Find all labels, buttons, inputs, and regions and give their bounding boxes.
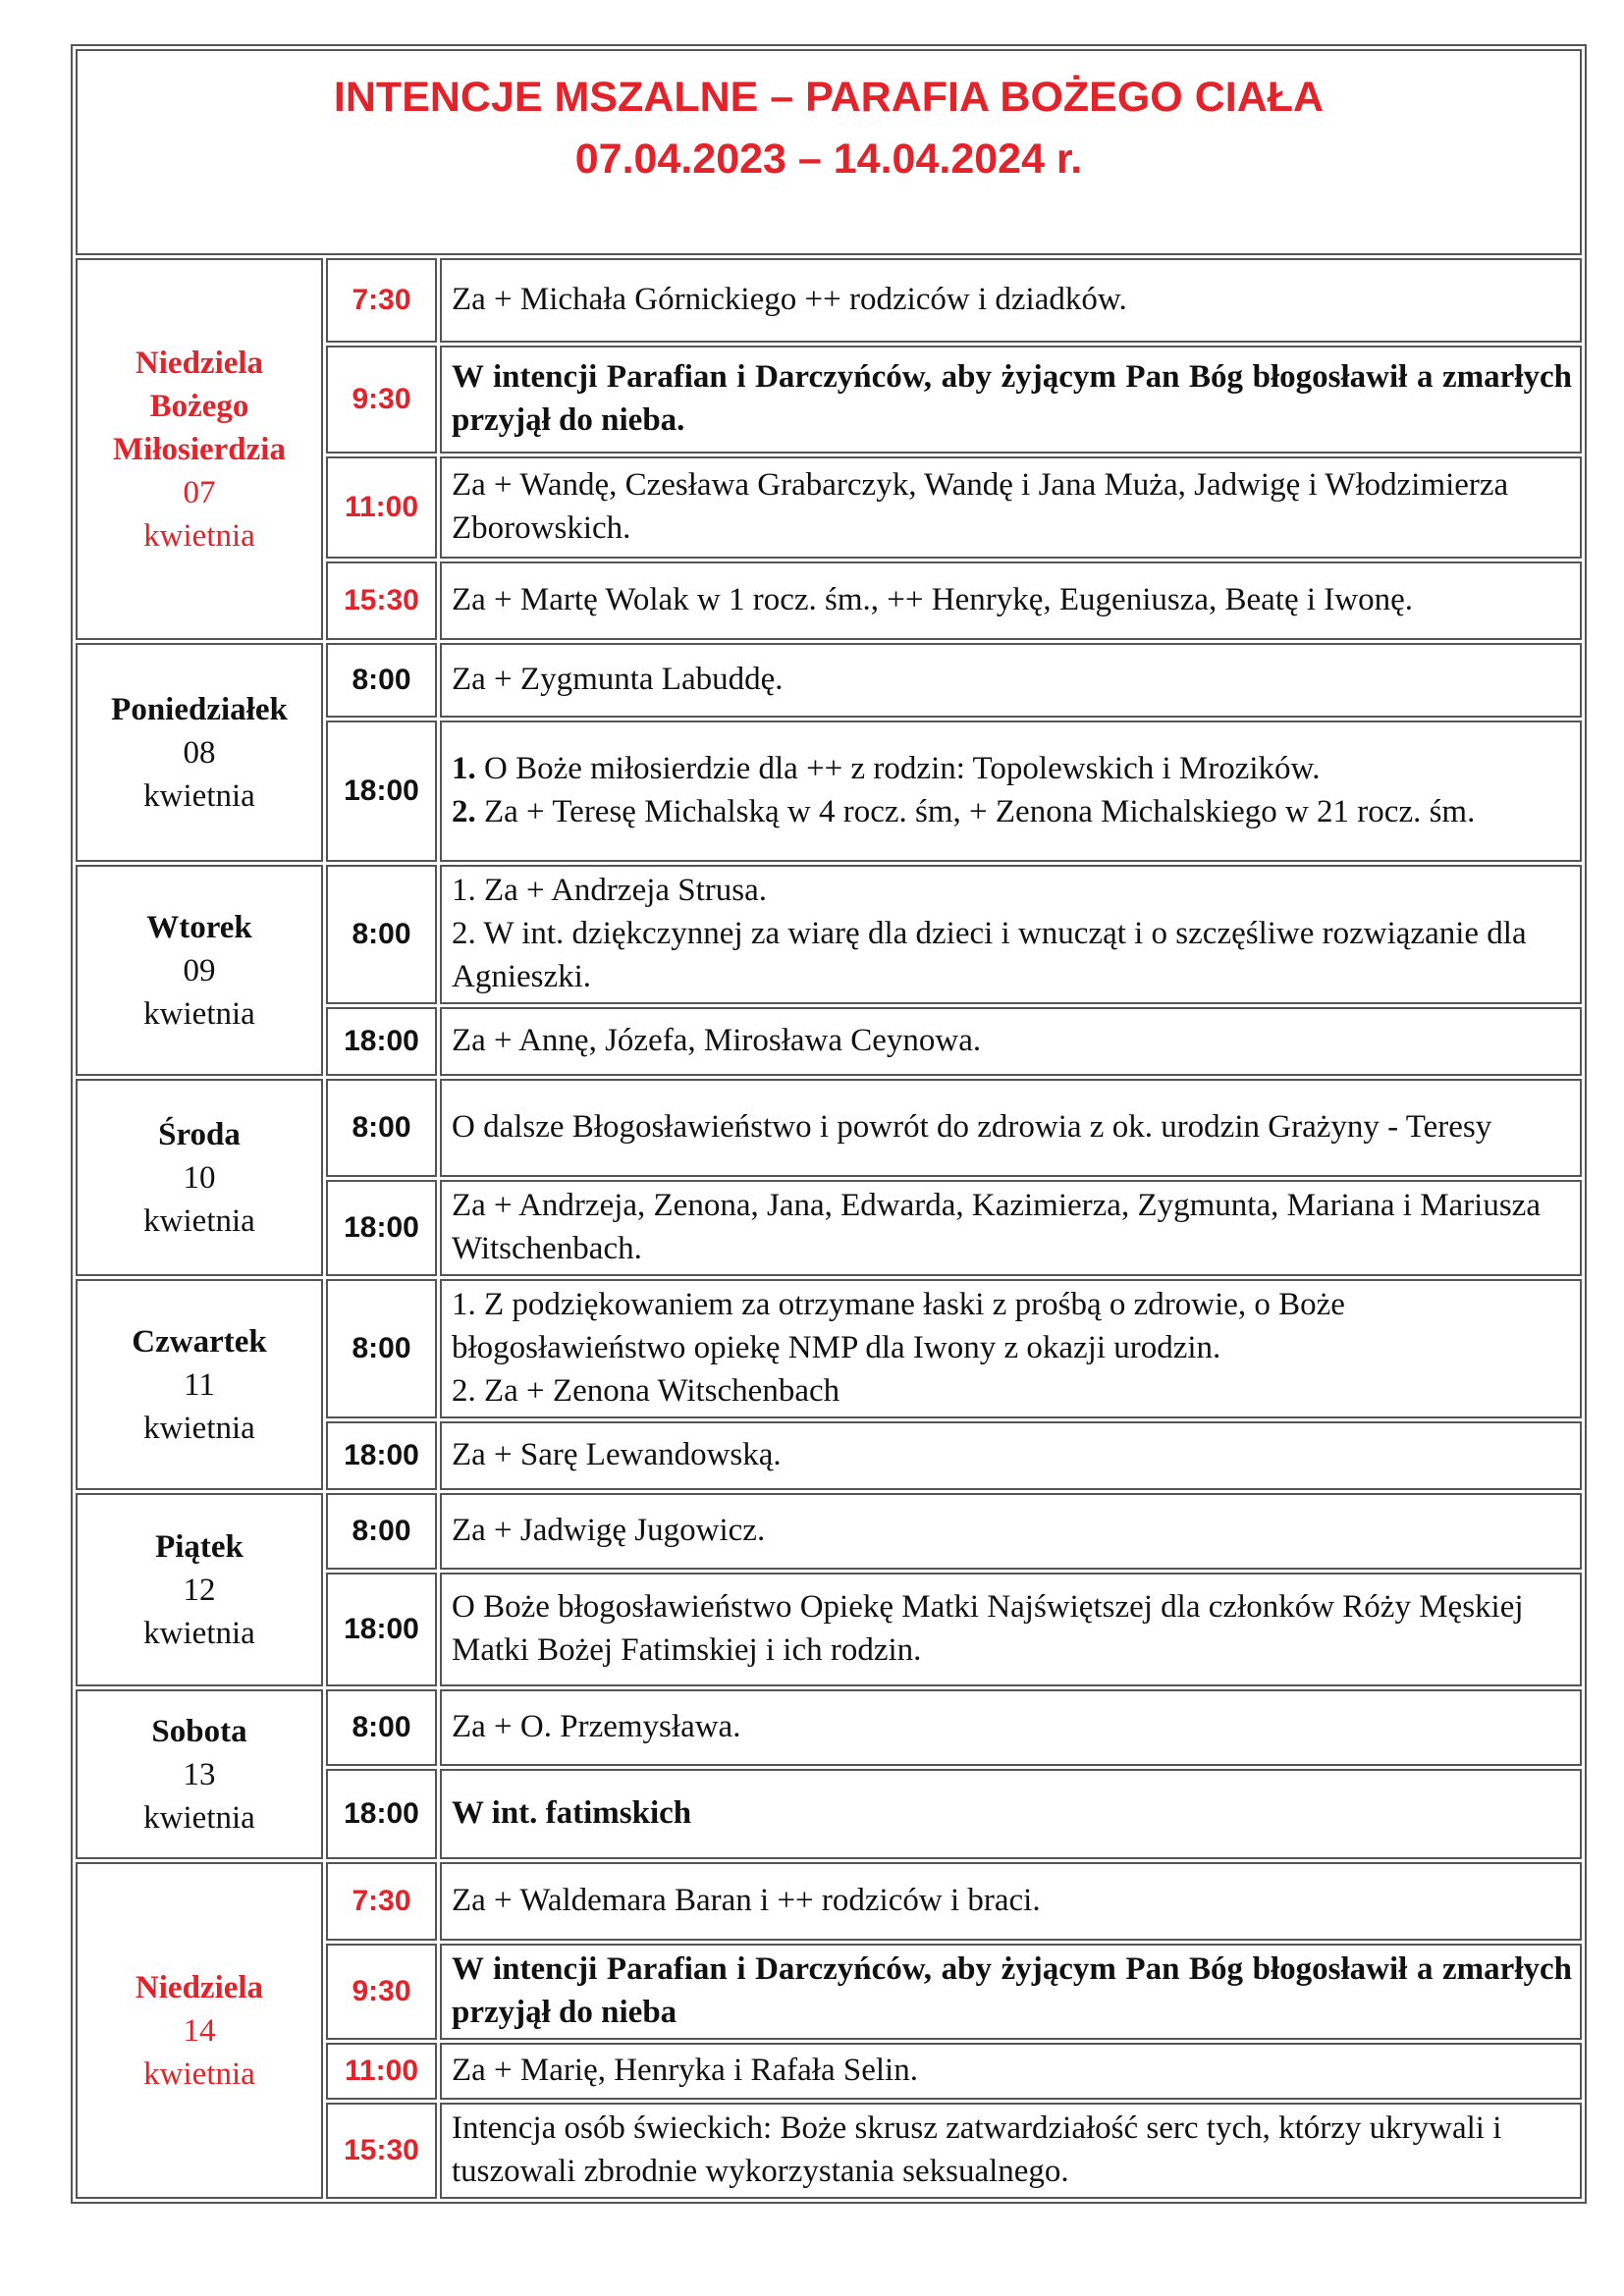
day-number: 11	[184, 1366, 215, 1403]
intention-text: Za + O. Przemysława.	[452, 1709, 741, 1744]
intention-text: 2. W int. dziękczynnej za wiarę dla dzieci i wnucząt i o szczęśliwe rozwiązanie dla Agnieszki.	[452, 916, 1527, 994]
mass-time: 18:00	[326, 1573, 437, 1686]
mass-intention	[440, 1079, 1582, 1177]
mass-intention	[440, 721, 1582, 862]
day-number: 09	[183, 952, 216, 988]
mass-time: 15:30	[326, 561, 437, 640]
mass-intention	[440, 456, 1582, 559]
mass-intention	[440, 561, 1582, 640]
day-month: kwietnia	[143, 1799, 255, 1836]
item-number: 1.	[452, 751, 476, 786]
mass-time: 8:00	[326, 1279, 437, 1418]
day-cell-thursday-11	[76, 1279, 323, 1490]
day-number: 13	[183, 1756, 216, 1792]
day-month: kwietnia	[143, 995, 255, 1032]
mass-intention	[440, 346, 1582, 454]
title-row	[76, 49, 1582, 255]
mass-time: 8:00	[326, 643, 437, 718]
intention-text: O Boże miłosierdzie dla ++ z rodzin: Topolewskich i Mrozików.	[475, 751, 1321, 786]
mass-time: 18:00	[326, 1180, 437, 1276]
mass-intentions-document	[71, 44, 1587, 2204]
mass-time: 8:00	[326, 1493, 437, 1570]
mass-intention	[440, 1944, 1582, 2040]
title-cell	[76, 49, 1582, 255]
page-title: INTENCJE MSZALNE – PARAFIA BOŻEGO CIAŁA	[333, 74, 1325, 121]
mass-intention	[440, 2103, 1582, 2199]
day-name: Bożego	[149, 388, 249, 424]
day-cell-friday-12	[76, 1493, 323, 1686]
mass-row	[76, 1279, 1582, 1418]
day-cell-saturday-13	[76, 1689, 323, 1859]
mass-time: 8:00	[326, 865, 437, 1004]
mass-time: 7:30	[326, 258, 437, 343]
mass-time: 8:00	[326, 1079, 437, 1177]
mass-time: 18:00	[326, 1421, 437, 1490]
day-number: 12	[183, 1572, 216, 1608]
mass-intention	[440, 2043, 1582, 2100]
day-name: Niedziela	[135, 345, 264, 381]
day-number: 14	[183, 2012, 216, 2049]
mass-row	[76, 1689, 1582, 1766]
intention-text: Za + Jadwigę Jugowicz.	[452, 1513, 766, 1548]
intention-text: W intencji Parafian i Darczyńców, aby żyjącym Pan Bóg błogosławił a zmarłych przyjął do nieba	[452, 1951, 1572, 2030]
item-number: 2.	[452, 794, 476, 829]
intention-text: Za + Waldemara Baran i ++ rodziców i braci.	[452, 1883, 1041, 1918]
mass-intention	[440, 643, 1582, 718]
day-month: kwietnia	[143, 1410, 255, 1446]
day-number: 08	[183, 734, 216, 771]
day-cell-tuesday-09	[76, 865, 323, 1076]
intention-item	[452, 747, 1572, 790]
schedule-table	[71, 44, 1587, 2204]
mass-time: 18:00	[326, 1007, 437, 1076]
day-month: kwietnia	[143, 777, 255, 814]
day-month: kwietnia	[143, 1615, 255, 1651]
intention-text: Za + Sarę Lewandowską.	[452, 1437, 782, 1472]
mass-time: 15:30	[326, 2103, 437, 2199]
mass-time: 9:30	[326, 346, 437, 454]
intention-text: W int. fatimskich	[452, 1795, 692, 1831]
mass-intention	[440, 1689, 1582, 1766]
intention-text: Za + Annę, Józefa, Mirosława Ceynowa.	[452, 1023, 982, 1058]
day-name: Czwartek	[132, 1323, 267, 1360]
intention-text: O Boże błogosławieństwo Opiekę Matki Najświętszej dla członków Róży Męskiej Matki Bożej Fatimskiej i ich rodzin.	[452, 1589, 1524, 1668]
intention-text: O dalsze Błogosławieństwo i powrót do zdrowia z ok. urodzin Grażyny - Teresy	[452, 1109, 1492, 1145]
day-name: Piątek	[155, 1528, 244, 1565]
day-cell-sunday-14	[76, 1862, 323, 2199]
mass-row	[76, 1493, 1582, 1570]
day-cell-monday-08	[76, 643, 323, 862]
mass-intention	[440, 1862, 1582, 1941]
intention-item	[452, 790, 1572, 833]
intention-text: 2. Za + Zenona Witschenbach	[452, 1373, 840, 1409]
intention-text: Za + Michała Górnickiego ++ rodziców i dziadków.	[452, 282, 1127, 317]
mass-intention	[440, 258, 1582, 343]
day-name: Środa	[158, 1116, 241, 1152]
day-cell-sunday-07	[76, 258, 323, 640]
intention-text: Za + Marię, Henryka i Rafała Selin.	[452, 2053, 918, 2088]
mass-time: 11:00	[326, 2043, 437, 2100]
mass-time: 11:00	[326, 456, 437, 559]
mass-time: 18:00	[326, 721, 437, 862]
mass-row	[76, 643, 1582, 718]
mass-intention	[440, 1007, 1582, 1076]
intention-text: Za + Andrzeja, Zenona, Jana, Edwarda, Kazimierza, Zygmunta, Mariana i Mariusza Witschenbach.	[452, 1188, 1541, 1266]
mass-intention	[440, 1573, 1582, 1686]
mass-intention	[440, 1180, 1582, 1276]
mass-intention	[440, 1769, 1582, 1859]
day-month: kwietnia	[143, 2056, 255, 2092]
day-name: Wtorek	[146, 909, 252, 945]
mass-row	[76, 1079, 1582, 1177]
mass-row	[76, 1862, 1582, 1941]
intention-text: 1. Za + Andrzeja Strusa.	[452, 873, 768, 908]
intention-text: Za + Wandę, Czesława Grabarczyk, Wandę i Jana Muża, Jadwigę i Włodzimierza Zborowskich.	[452, 467, 1509, 546]
intention-text: Za + Martę Wolak w 1 rocz. śm., ++ Henrykę, Eugeniusza, Beatę i Iwonę.	[452, 582, 1414, 617]
day-name: Miłosierdzia	[113, 431, 286, 467]
day-number: 07	[183, 474, 216, 510]
mass-time: 8:00	[326, 1689, 437, 1766]
day-name: Poniedziałek	[111, 691, 288, 727]
day-number: 10	[183, 1159, 216, 1196]
mass-time: 7:30	[326, 1862, 437, 1941]
mass-time: 18:00	[326, 1769, 437, 1859]
mass-intention	[440, 1493, 1582, 1570]
day-name: Sobota	[151, 1713, 247, 1749]
mass-intention	[440, 1421, 1582, 1490]
day-cell-wednesday-10	[76, 1079, 323, 1276]
mass-intention	[440, 1279, 1582, 1418]
intention-text: 1. Z podziękowaniem za otrzymane łaski z prośbą o zdrowie, o Boże błogosławieństwo opiekę NMP dla Iwony z okazji urodzin.	[452, 1287, 1345, 1365]
mass-row	[76, 865, 1582, 1004]
mass-time: 9:30	[326, 1944, 437, 2040]
intention-text: Za + Teresę Michalską w 4 rocz. śm, + Zenona Michalskiego w 21 rocz. śm.	[475, 794, 1476, 829]
mass-intention	[440, 865, 1582, 1004]
mass-row	[76, 258, 1582, 343]
date-range: 07.04.2023 – 14.04.2024 r.	[574, 135, 1083, 183]
day-month: kwietnia	[143, 1202, 255, 1239]
intention-text: Za + Zygmunta Labuddę.	[452, 662, 784, 697]
day-month: kwietnia	[143, 517, 255, 554]
intention-text: Intencja osób świeckich: Boże skrusz zatwardziałość serc tych, którzy ukrywali i tuszowali zbrodnie wykorzystania seksualnego.	[452, 2110, 1502, 2189]
day-name: Niedziela	[135, 1969, 264, 2005]
intention-text: W intencji Parafian i Darczyńców, aby żyjącym Pan Bóg błogosławił a zmarłych przyjął do nieba.	[452, 359, 1572, 438]
